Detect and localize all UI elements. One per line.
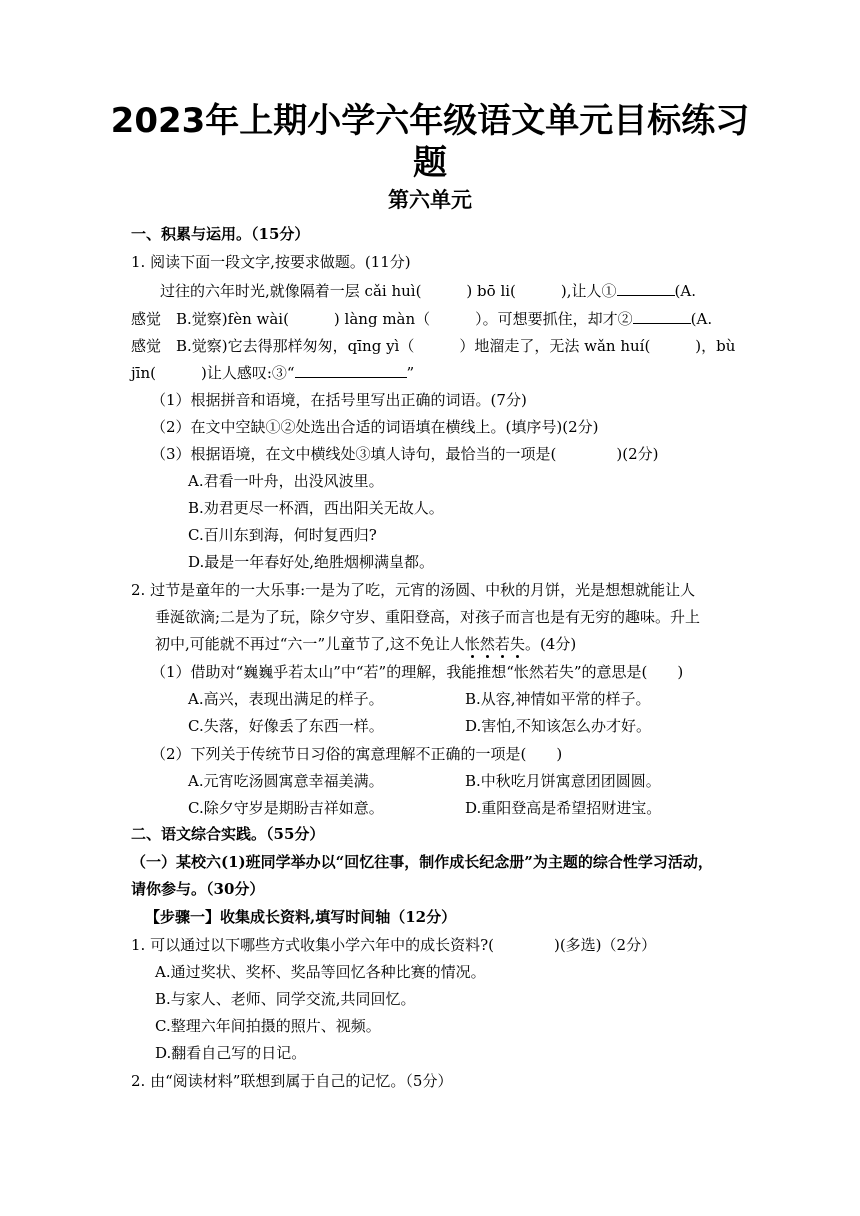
passage-text: 。(4分): [524, 635, 577, 653]
q1-sub-2: （2）在文中空缺①②处选出合适的词语填在横线上。(填序号)(2分): [151, 418, 599, 436]
q2-sub2-option-d: D.重阳登高是希望招财进宝。: [465, 799, 662, 817]
passage-text: 初中,可能就不再过“六一”儿童节了,这不免让人: [155, 635, 465, 653]
q1-sub-3: （3）根据语境，在文中横线处③填人诗句，最恰当的一项是( )(2分): [151, 445, 659, 463]
unit-subtitle: 第六单元: [388, 188, 472, 212]
passage-text: ”: [406, 364, 415, 382]
q2-sub-1: （1）借助对“巍巍乎若太山”中“若”的理解，我能推想“怅然若失”的意思是( ): [151, 663, 684, 681]
q2-stem-line-1: 2. 过节是童年的一大乐事:一是为了吃，元宵的汤圆、中秋的月饼，光是想想就能让人: [131, 581, 696, 599]
passage-text: jīn( )让人感叹:③“: [131, 364, 295, 382]
emphasis-char: 若: [494, 635, 510, 653]
q1-sub-1: （1）根据拼音和语境，在括号里写出正确的词语。(7分): [151, 391, 527, 409]
q2-sub1-option-c: C.失落，好像丢了东西一样。: [188, 717, 384, 735]
q2-sub2-option-b: B.中秋吃月饼寓意团团圆圆。: [465, 772, 661, 790]
passage-line-4: [131, 362, 414, 384]
q1-stem: 1. 阅读下面一段文字,按要求做题。(11分): [131, 253, 411, 271]
answer-blank-1[interactable]: [617, 280, 675, 296]
section1-heading: 一、积累与运用。（15分）: [131, 225, 310, 243]
option-b: B.劝君更尽一杯酒，西出阳关无故人。: [188, 499, 444, 517]
step1-heading: 【步骤一】收集成长资料,填写时间轴（12分）: [145, 908, 457, 926]
s2-q2-stem: 2. 由“阅读材料”联想到属于自己的记忆。（5分）: [131, 1072, 453, 1090]
emphasis-char: 失: [509, 635, 525, 653]
s2-q1-option-b: B.与家人、老师、同学交流,共同回忆。: [155, 990, 416, 1008]
s2-q1-option-d: D.翻看自己写的日记。: [155, 1044, 307, 1062]
q2-sub2-option-c: C.除夕守岁是期盼吉祥如意。: [188, 799, 384, 817]
q2-sub1-option-b: B.从容,神情如平常的样子。: [465, 690, 651, 708]
q2-sub1-option-d: D.害怕,不知该怎么办才好。: [465, 717, 652, 735]
passage-line-3: 感觉 B.觉察)它去得那样匆匆，qīng yì（ ）地溜走了，无法 wǎn huí( )，bù: [131, 337, 736, 355]
s2-q1-option-c: C.整理六年间拍摄的照片、视频。: [155, 1017, 381, 1035]
answer-blank-3[interactable]: [295, 362, 407, 378]
q2-stem-line-3: [155, 633, 576, 655]
emphasis-char: 怅: [464, 635, 480, 653]
emphasized-word: [465, 635, 525, 653]
option-c: C.百川东到海，何时复西归?: [188, 526, 377, 544]
passage-line-1: [160, 280, 696, 302]
option-a: A.君看一叶舟，出没风波里。: [188, 472, 384, 490]
part1-line-1: （一）某校六(1)班同学举办以“回忆往事，制作成长纪念册”为主题的综合性学习活动，: [131, 853, 713, 871]
passage-text: (A.: [674, 282, 696, 300]
section2-heading: 二、语文综合实践。（55分）: [131, 825, 325, 843]
passage-text: 过往的六年时光,就像隔着一层 cǎi huì( ) bō li( ),让人①: [160, 282, 617, 300]
passage-line-2: [131, 308, 712, 330]
passage-text: (A.: [690, 310, 713, 328]
s2-q1-stem: 1. 可以通过以下哪些方式收集小学六年中的成长资料?( )(多选)（2分）: [131, 936, 657, 954]
q2-sub2-option-a: A.元宵吃汤圆寓意幸福美满。: [188, 772, 384, 790]
q2-stem-line-2: 垂涎欲滴;二是为了玩，除夕守岁、重阳登高，对孩子而言也是有无穷的趣味。升上: [155, 608, 701, 626]
s2-q1-option-a: A.通过奖状、奖杯、奖品等回忆各种比赛的情况。: [155, 963, 486, 981]
q2-sub-2: （2）下列关于传统节日习俗的寓意理解不正确的一项是( ): [151, 745, 563, 763]
emphasis-char: 然: [479, 635, 495, 653]
q2-sub1-option-a: A.高兴，表现出满足的样子。: [188, 690, 384, 708]
option-d: D.最是一年春好处,绝胜烟柳满皇都。: [188, 553, 435, 571]
answer-blank-2[interactable]: [633, 308, 691, 324]
passage-text: 感觉 B.觉察)fèn wài( ) làng màn（ ）。可想要抓住，却才②: [131, 310, 633, 328]
page-title: 2023年上期小学六年级语文单元目标练习题: [110, 101, 750, 183]
part1-line-2: 请你参与。（30分）: [131, 880, 265, 898]
